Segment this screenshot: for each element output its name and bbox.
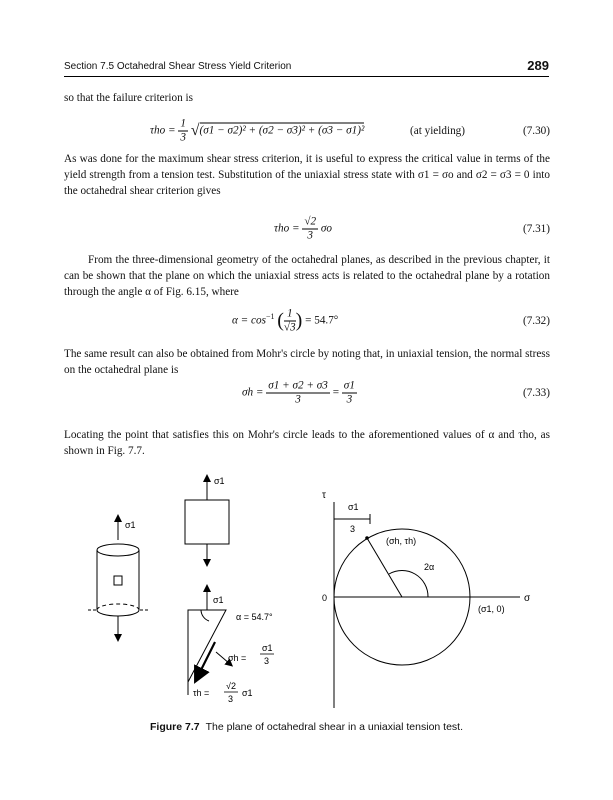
equation-7-31 <box>64 214 550 244</box>
figure-caption-text: The plane of octahedral shear in a uniaxial tension test. <box>205 721 464 733</box>
paragraph-1: so that the failure criterion is <box>64 92 193 104</box>
eq732-frac: $\frac{1}{√3}$ <box>283 307 296 334</box>
paragraph-3: From the three-dimensional geometry of the octahedral planes, as described in the previous chapter, it can be shown that the plane on which the uniaxial stress acts is related to the octahedral plane by a rotation through the angle α of Fig. 6.15, where <box>64 254 550 298</box>
tau-h-rhs-label: σ1 <box>242 688 253 698</box>
dim-3-label: 3 <box>350 524 356 534</box>
sigma-h-frac-den: 3 <box>264 656 270 666</box>
eq733-number: (7.33) <box>522 387 550 399</box>
eq733-equals: = <box>332 386 339 399</box>
paragraph-2: As was done for the maximum shear stress criterion, it is useful to express the critical value in terms of the yield strength from a tension test. Substitution of the uniaxial stress state with σ1 = σo and σ2 = σ3 = 0 into the octahedral shear criterion gives <box>64 153 550 197</box>
tension-specimen <box>88 518 148 638</box>
section-title: Section 7.5 Octahedral Shear Stress Yield Criterion <box>64 61 292 72</box>
two-alpha-label: 2α <box>424 562 435 572</box>
figure-caption <box>0 721 613 733</box>
paragraph-5: Locating the point that satisfies this on Mohr's circle leads to the aforementioned values of α and τho, as shown in Fig. 7.7. <box>64 429 550 457</box>
tau-axis-label: τ <box>322 490 326 501</box>
dim-sigma1-label: σ1 <box>348 502 359 512</box>
eq730-radicand: (σ1 − σ2)² + (σ2 − σ3)² + (σ3 − σ1)² <box>199 124 365 137</box>
eq732-number: (7.32) <box>522 315 550 327</box>
eq733-lhs: σh = <box>242 386 264 399</box>
eq732-rhs: = 54.7° <box>305 314 339 327</box>
octahedral-wedge <box>188 588 230 695</box>
page-number: 289 <box>527 58 549 73</box>
end-point-label: (σ1, 0) <box>478 604 505 614</box>
point-label: (σh, τh) <box>386 536 417 546</box>
running-header <box>64 56 549 77</box>
eq730-coef: $\frac{1}{3}$ <box>180 117 186 144</box>
tau-h-lhs-label: τh = <box>193 688 210 698</box>
sigma1-left-label: σ1 <box>125 520 136 530</box>
eq731-frac: $\frac{√2}{3}$ <box>304 215 317 242</box>
eq732-lhs: α = cos <box>232 314 266 327</box>
eq731-tail: σo <box>320 222 332 235</box>
alpha-value-label: α = 54.7° <box>236 612 273 622</box>
stress-element <box>185 478 229 563</box>
equation-7-32: $\alpha = \cos^{-1}$ ( $\frac{1}{√3}$ ) = 54.7° (7.32) <box>232 307 550 334</box>
equation-7-30: τho = $\frac{1}{3}$ √(σ1 − σ2)² + (σ2 − σ3)² + (σ3 − σ1)² (at yielding) (7.30) <box>150 117 550 144</box>
figure-7-7 <box>0 470 613 715</box>
mohr-point <box>365 536 369 540</box>
sigma1-triangle-label: σ1 <box>213 595 224 605</box>
sigma-h-frac-num: σ1 <box>262 643 273 653</box>
eq730-number: (7.30) <box>522 125 550 137</box>
origin-label: 0 <box>322 593 328 603</box>
sigma-axis-label: σ <box>524 593 531 604</box>
sigma1-top-label: σ1 <box>214 476 225 486</box>
tau-h-frac-num: √2 <box>226 681 236 691</box>
eq731-number: (7.31) <box>522 223 550 235</box>
eq733-frac1: $\frac{\sigma 1 + \sigma 2 + \sigma 3}{3}$ <box>268 379 328 406</box>
eq730-lhs: τho = <box>150 124 176 137</box>
figure-caption-label: Figure 7.7 <box>149 721 200 733</box>
eq733-frac2: $\frac{\sigma 1}{3}$ <box>343 379 355 406</box>
equation-7-33 <box>64 378 550 408</box>
eq730-note: (at yielding) <box>410 125 465 137</box>
sigma-h-lhs-label: σh = <box>228 653 247 663</box>
eq732-sup: −1 <box>265 311 275 321</box>
tau-h-frac-den: 3 <box>228 694 234 704</box>
paragraph-4: The same result can also be obtained from Mohr's circle by noting that, in uniaxial tension, the normal stress on the octahedral plane is <box>64 348 550 376</box>
eq731-lhs: τho = <box>274 222 300 235</box>
